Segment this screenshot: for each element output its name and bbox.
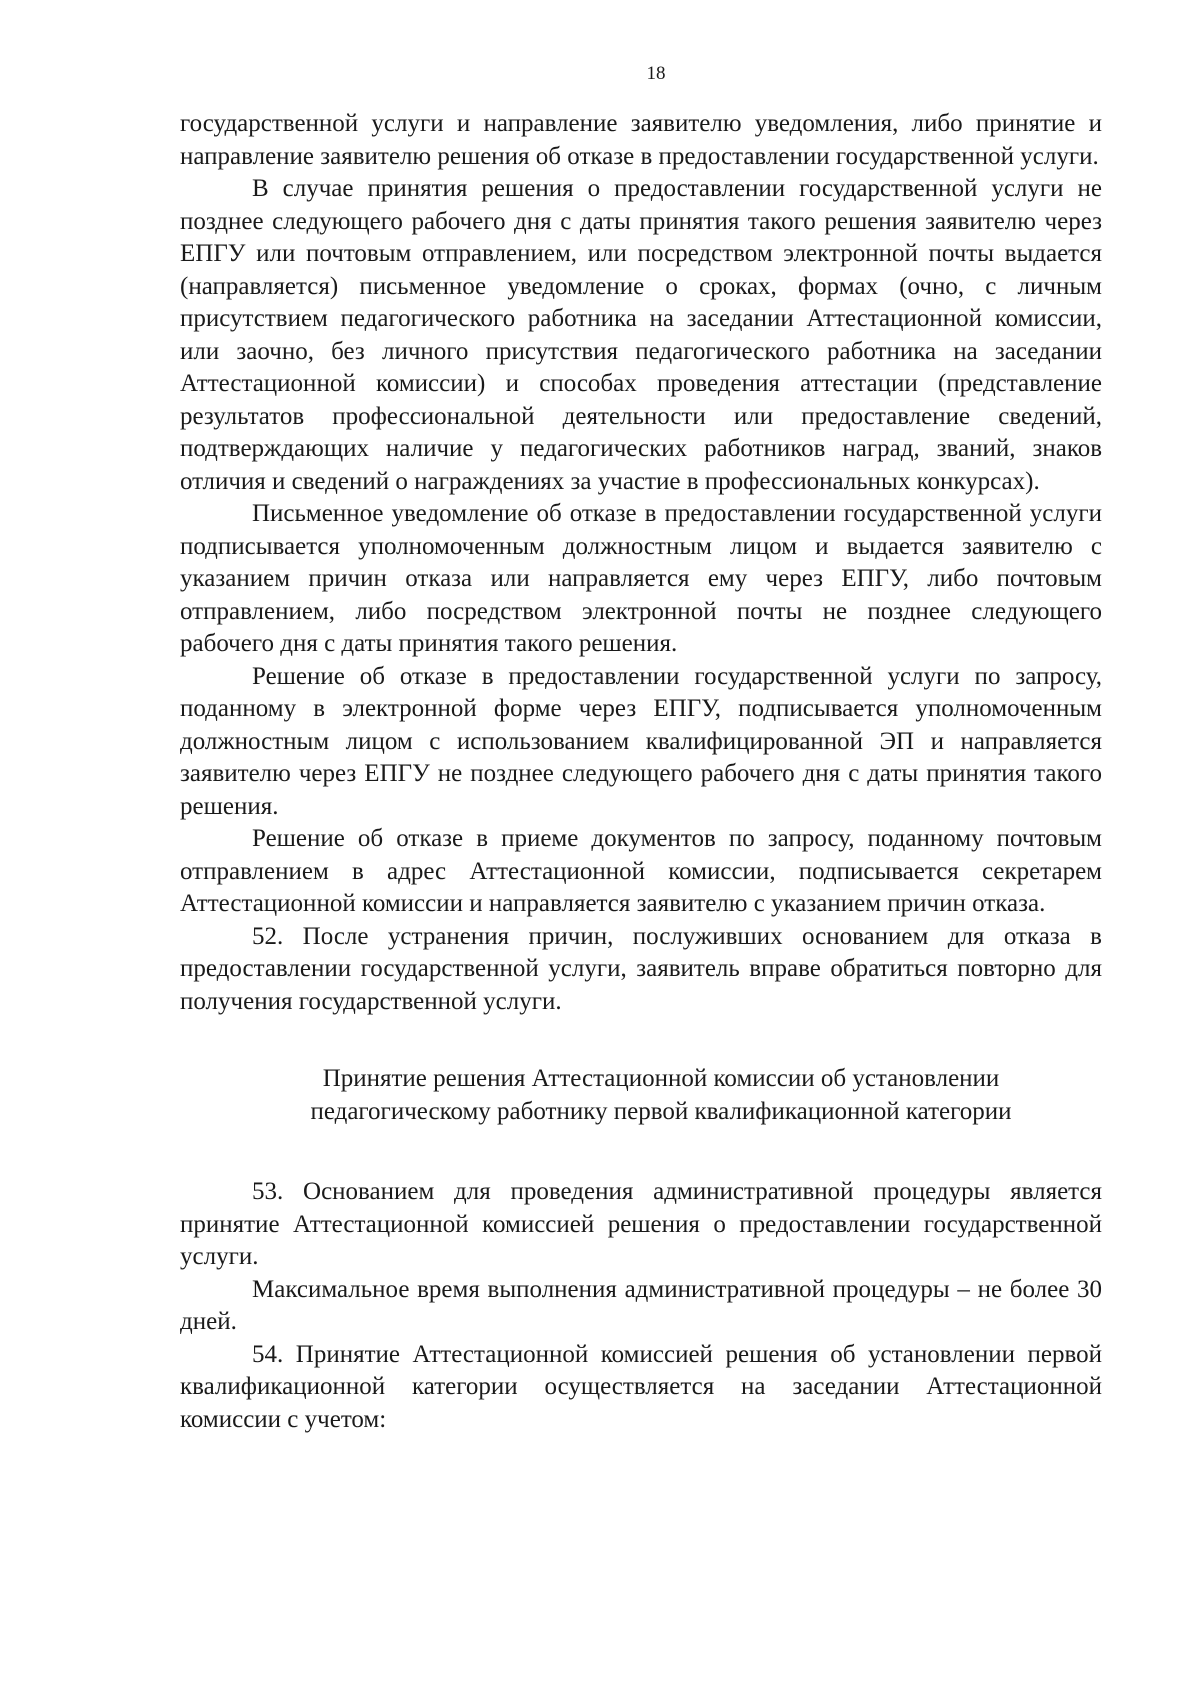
paragraph-refusal-notification: Письменное уведомление об отказе в предоставлении государственной услуги подписывается уполномоченным должностным лицом и выдается заявителю с указанием причин отказа или направляется ему через ЕПГУ, либо почтовым отправлением, либо посредством электронной почты не позднее следующего рабочего дня с даты принятия такого решения.	[180, 500, 1102, 657]
paragraph-item-54: 54. Принятие Аттестационной комиссией решения об установлении первой квалификационной категории осуществляется на заседании Аттестационной комиссии с учетом:	[180, 1340, 1102, 1433]
paragraph-item-52: 52. После устранения причин, послуживших основанием для отказа в предоставлении государственной услуги, заявитель вправе обратиться повторно для получения государственной услуги.	[180, 922, 1102, 1015]
paragraph-decision-notification: В случае принятия решения о предоставлении государственной услуги не позднее следующего рабочего дня с даты принятия такого решения заявителю через ЕПГУ или почтовым отправлением, или посредством электронной почты выдается (направляется) письменное уведомление о сроках, формах (очно, с личным присутствием педагогического работника на заседании Аттестационной комиссии, или заочно, без личного присутствия педагогического работника на заседании Аттестационной комиссии) и способах проведения аттестации (представление результатов профессиональной деятельности или предоставление сведений, подтверждающих наличие у педагогических работников наград, званий, знаков отличия и сведений о награждениях за участие в профессиональных конкурсах).	[180, 175, 1102, 495]
paragraph-continuation: государственной услуги и направление заявителю уведомления, либо принятие и направление заявителю решения об отказе в предоставлении государственной услуги.	[180, 110, 1102, 170]
paragraph-item-53: 53. Основанием для проведения административной процедуры является принятие Аттестационной комиссией решения о предоставлении государственной услуги.	[180, 1178, 1102, 1270]
document-body	[180, 108, 1102, 1436]
section-heading-line-2: педагогическому работнику первой квалификационной категории	[310, 1097, 1012, 1125]
section-heading	[180, 1063, 1102, 1128]
paragraph-refusal-electronic: Решение об отказе в предоставлении государственной услуги по запросу, поданному в электронной форме через ЕПГУ, подписывается уполномоченным должностным лицом с использованием квалифицированной ЭП и направляется заявителю через ЕПГУ не позднее следующего рабочего дня с даты принятия такого решения.	[180, 662, 1102, 820]
paragraph-max-time: Максимальное время выполнения административной процедуры – не более 30 дней.	[180, 1275, 1102, 1335]
page-number: 18	[646, 63, 666, 84]
paragraph-refusal-postal: Решение об отказе в приеме документов по запросу, поданному почтовым отправлением в адрес Аттестационной комиссии, подписывается секретарем Аттестационной комиссии и направляется заявителю с указанием причин отказа.	[180, 825, 1102, 917]
section-heading-line-1: Принятие решения Аттестационной комиссии об установлении	[322, 1065, 1000, 1092]
